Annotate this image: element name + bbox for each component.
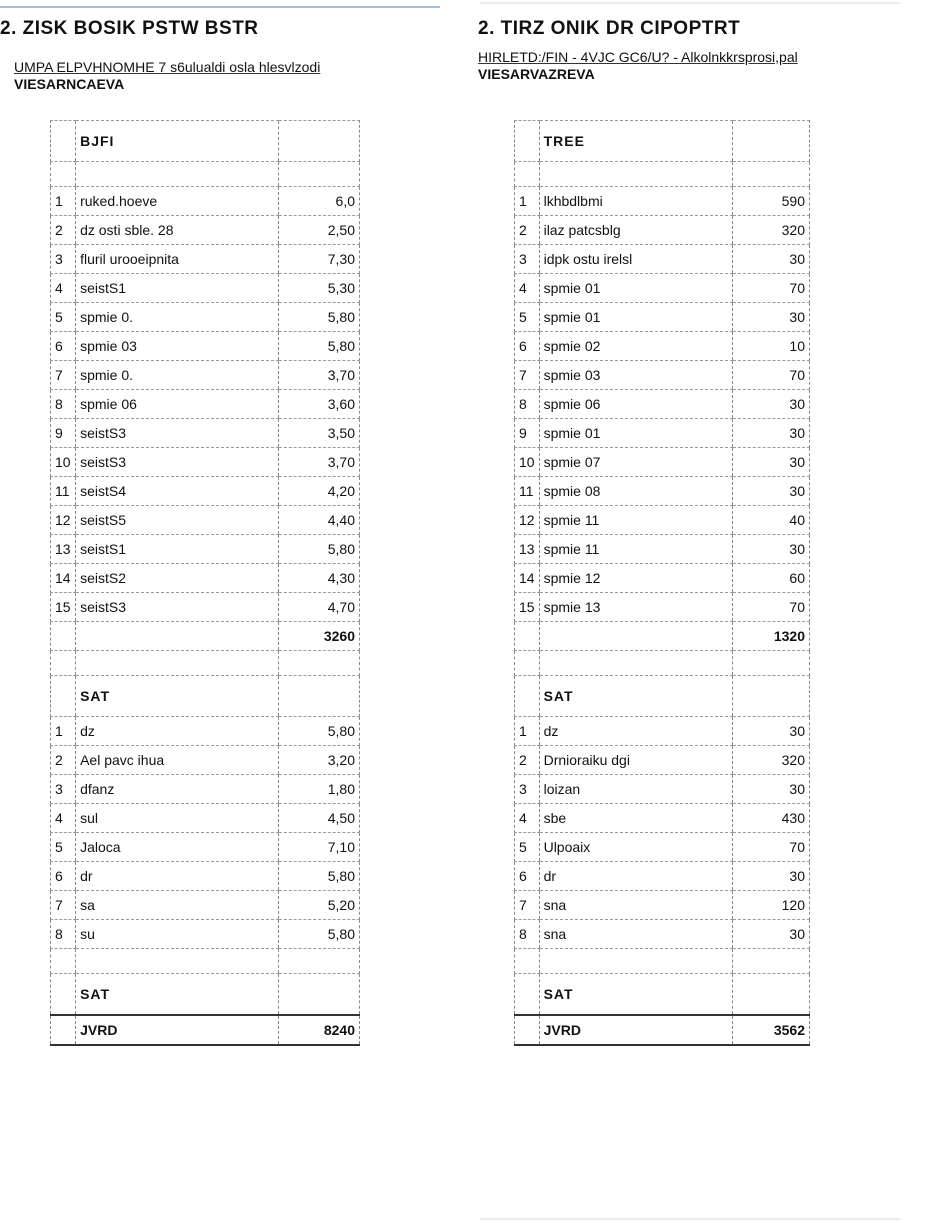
row-number: 12: [51, 506, 76, 535]
table-row: [515, 775, 810, 804]
grand-total-row: [51, 1015, 360, 1045]
row-value: 5,80: [279, 332, 360, 361]
row-number: 7: [51, 891, 76, 920]
row-name: Ulpoaix: [539, 833, 733, 862]
row-value: [279, 974, 360, 1016]
table-row: [515, 419, 810, 448]
row-value: [733, 949, 810, 974]
row-number: 4: [515, 274, 540, 303]
row-name: spmie 02: [539, 332, 733, 361]
row-number: 5: [515, 833, 540, 862]
row-number: 14: [51, 564, 76, 593]
row-number: [51, 1015, 76, 1045]
row-number: 15: [51, 593, 76, 622]
row-number: 14: [515, 564, 540, 593]
row-value: [279, 651, 360, 676]
row-value: 7,10: [279, 833, 360, 862]
row-name: spmie 01: [539, 419, 733, 448]
row-value: 30: [733, 862, 810, 891]
row-number: 4: [51, 274, 76, 303]
row-name: [539, 622, 733, 651]
row-number: 6: [51, 862, 76, 891]
row-value: 70: [733, 833, 810, 862]
row-name: fluril urooeipnita: [76, 245, 279, 274]
row-name: dz: [76, 717, 279, 746]
row-number: 7: [51, 361, 76, 390]
row-number: [51, 622, 76, 651]
table-row: [51, 303, 360, 332]
row-name: spmie 08: [539, 477, 733, 506]
row-value: [279, 162, 360, 187]
row-name: Ael pavc ihua: [76, 746, 279, 775]
table-row: [51, 804, 360, 833]
row-name: [539, 162, 733, 187]
row-number: 6: [515, 862, 540, 891]
row-number: [51, 949, 76, 974]
row-number: 4: [515, 804, 540, 833]
row-value: 5,30: [279, 274, 360, 303]
row-name: [539, 651, 733, 676]
group-header-row: [51, 121, 360, 162]
row-name: seistS4: [76, 477, 279, 506]
table-row: [51, 833, 360, 862]
row-value: [279, 676, 360, 717]
grand-total-row: [515, 1015, 810, 1045]
row-number: 3: [51, 775, 76, 804]
table-row: [515, 448, 810, 477]
row-name: spmie 03: [539, 361, 733, 390]
table-row: [515, 361, 810, 390]
table-row: [51, 477, 360, 506]
row-number: 1: [51, 187, 76, 216]
table-row: [515, 746, 810, 775]
row-value: 4,70: [279, 593, 360, 622]
row-name: loizan: [539, 775, 733, 804]
group-header: SAT: [76, 974, 279, 1016]
grand-total-label: JVRD: [539, 1015, 733, 1045]
row-number: [515, 651, 540, 676]
row-value: [733, 162, 810, 187]
row-name: [76, 162, 279, 187]
row-number: [51, 121, 76, 162]
table-row: [51, 187, 360, 216]
row-name: dr: [539, 862, 733, 891]
row-name: spmie 11: [539, 535, 733, 564]
right-title: 2. TIRZ ONIK DR CIPOPTRT: [478, 18, 741, 39]
top-rule: [0, 6, 440, 8]
table-row: [51, 361, 360, 390]
table-row: [51, 891, 360, 920]
table-row: [515, 390, 810, 419]
row-number: 5: [51, 833, 76, 862]
row-name: sul: [76, 804, 279, 833]
subtotal-value: 3260: [279, 622, 360, 651]
group-header: BJFI: [76, 121, 279, 162]
spacer-row: [515, 949, 810, 974]
row-name: seistS3: [76, 419, 279, 448]
row-number: [515, 949, 540, 974]
row-number: 10: [51, 448, 76, 477]
row-value: 30: [733, 448, 810, 477]
row-name: dz osti sble. 28: [76, 216, 279, 245]
row-name: Jaloca: [76, 833, 279, 862]
row-name: [76, 949, 279, 974]
row-name: spmie 06: [76, 390, 279, 419]
row-value: 2,50: [279, 216, 360, 245]
row-number: 2: [51, 746, 76, 775]
left-sheet: [0, 18, 440, 1038]
row-number: 2: [51, 216, 76, 245]
row-number: 5: [515, 303, 540, 332]
spacer-row: [515, 651, 810, 676]
bottom-rule: [480, 1218, 900, 1220]
row-number: 6: [51, 332, 76, 361]
group-header-row: [51, 974, 360, 1016]
row-value: 4,50: [279, 804, 360, 833]
row-value: 320: [733, 216, 810, 245]
table-row: [51, 390, 360, 419]
row-value: 30: [733, 390, 810, 419]
row-name: spmie 07: [539, 448, 733, 477]
row-value: 70: [733, 361, 810, 390]
row-name: seistS2: [76, 564, 279, 593]
row-name: [76, 622, 279, 651]
row-name: spmie 01: [539, 274, 733, 303]
row-number: 11: [51, 477, 76, 506]
row-value: [733, 651, 810, 676]
grand-total-value: 3562: [733, 1015, 810, 1045]
table-row: [515, 216, 810, 245]
table-row: [515, 717, 810, 746]
group-header: TREE: [539, 121, 733, 162]
table-row: [51, 419, 360, 448]
table-row: [515, 187, 810, 216]
row-name: spmie 01: [539, 303, 733, 332]
table-row: [515, 506, 810, 535]
row-name: sa: [76, 891, 279, 920]
row-value: 5,80: [279, 535, 360, 564]
row-value: [279, 121, 360, 162]
row-number: [515, 1015, 540, 1045]
row-value: 3,60: [279, 390, 360, 419]
row-number: 2: [515, 746, 540, 775]
row-number: [515, 121, 540, 162]
row-value: 6,0: [279, 187, 360, 216]
row-name: [539, 949, 733, 974]
table-row: [515, 303, 810, 332]
table-row: [51, 746, 360, 775]
group-header-row: [515, 974, 810, 1016]
row-value: 1,80: [279, 775, 360, 804]
spacer-row: [51, 162, 360, 187]
row-value: 70: [733, 274, 810, 303]
table-row: [51, 564, 360, 593]
row-name: seistS3: [76, 448, 279, 477]
row-name: su: [76, 920, 279, 949]
table-row: [515, 564, 810, 593]
table-row: [51, 274, 360, 303]
table-row: [51, 862, 360, 891]
row-name: seistS5: [76, 506, 279, 535]
row-number: 8: [515, 920, 540, 949]
row-number: 7: [515, 361, 540, 390]
row-name: spmie 12: [539, 564, 733, 593]
row-value: 30: [733, 303, 810, 332]
row-value: 3,50: [279, 419, 360, 448]
row-name: seistS3: [76, 593, 279, 622]
row-number: 4: [51, 804, 76, 833]
row-name: spmie 0.: [76, 361, 279, 390]
row-number: 13: [515, 535, 540, 564]
spacer-row: [51, 949, 360, 974]
row-value: 430: [733, 804, 810, 833]
row-number: [51, 676, 76, 717]
row-value: 30: [733, 477, 810, 506]
row-number: 10: [515, 448, 540, 477]
row-value: 60: [733, 564, 810, 593]
row-number: 1: [515, 717, 540, 746]
row-value: 10: [733, 332, 810, 361]
row-number: 3: [51, 245, 76, 274]
row-name: spmie 06: [539, 390, 733, 419]
row-number: 11: [515, 477, 540, 506]
row-value: 30: [733, 535, 810, 564]
row-value: [733, 974, 810, 1016]
table-row: [51, 332, 360, 361]
row-number: 1: [515, 187, 540, 216]
row-value: 40: [733, 506, 810, 535]
table-row: [515, 920, 810, 949]
table-row: [515, 862, 810, 891]
row-number: 5: [51, 303, 76, 332]
row-number: 8: [51, 920, 76, 949]
row-number: [51, 974, 76, 1016]
row-value: 5,20: [279, 891, 360, 920]
spacer-row: [51, 651, 360, 676]
subtotal-value: 1320: [733, 622, 810, 651]
row-number: 9: [515, 419, 540, 448]
table-row: [51, 920, 360, 949]
group-header: SAT: [539, 974, 733, 1016]
row-value: 70: [733, 593, 810, 622]
row-number: [515, 162, 540, 187]
row-number: 7: [515, 891, 540, 920]
table-row: [515, 332, 810, 361]
row-value: 4,20: [279, 477, 360, 506]
table-row: [51, 593, 360, 622]
table-row: [515, 477, 810, 506]
row-value: [733, 676, 810, 717]
group-header-row: [515, 676, 810, 717]
row-number: [515, 676, 540, 717]
row-value: 30: [733, 419, 810, 448]
row-number: 15: [515, 593, 540, 622]
row-name: sbe: [539, 804, 733, 833]
right-subtitle: HIRLETD:/FIN - 4VJC GC6/U? - Alkolnkkrsprosi,pal: [478, 49, 798, 65]
row-value: 5,80: [279, 303, 360, 332]
table-row: [515, 535, 810, 564]
row-value: 3,70: [279, 361, 360, 390]
table-row: [51, 245, 360, 274]
row-name: lkhbdlbmi: [539, 187, 733, 216]
row-name: idpk ostu irelsl: [539, 245, 733, 274]
group-header-row: [51, 676, 360, 717]
row-value: 5,80: [279, 862, 360, 891]
top-rule-right: [480, 2, 900, 4]
group-header: SAT: [539, 676, 733, 717]
row-value: 5,80: [279, 717, 360, 746]
right-table: [514, 120, 810, 1046]
row-number: [515, 622, 540, 651]
left-title: 2. ZISK BOSIK PSTW BSTR: [0, 18, 259, 39]
table-row: [515, 891, 810, 920]
row-number: [51, 162, 76, 187]
table-row: [51, 448, 360, 477]
subtotal-row: [515, 622, 810, 651]
grand-total-value: 8240: [279, 1015, 360, 1045]
row-value: 30: [733, 920, 810, 949]
row-name: dz: [539, 717, 733, 746]
right-section-label: VIESARVAZREVA: [478, 66, 595, 82]
row-name: seistS1: [76, 274, 279, 303]
table-row: [515, 245, 810, 274]
row-value: 7,30: [279, 245, 360, 274]
row-value: 120: [733, 891, 810, 920]
row-value: 320: [733, 746, 810, 775]
row-number: 8: [515, 390, 540, 419]
row-number: 13: [51, 535, 76, 564]
row-number: 6: [515, 332, 540, 361]
row-name: ilaz patcsblg: [539, 216, 733, 245]
table-row: [515, 593, 810, 622]
table-row: [51, 535, 360, 564]
subtotal-row: [51, 622, 360, 651]
row-value: [279, 949, 360, 974]
right-sheet: [478, 18, 898, 1038]
row-value: 4,40: [279, 506, 360, 535]
table-row: [51, 216, 360, 245]
row-name: dfanz: [76, 775, 279, 804]
table-row: [515, 804, 810, 833]
group-header-row: [515, 121, 810, 162]
row-number: 3: [515, 245, 540, 274]
spacer-row: [515, 162, 810, 187]
row-value: [733, 121, 810, 162]
row-number: [51, 651, 76, 676]
row-number: 3: [515, 775, 540, 804]
row-name: [76, 651, 279, 676]
row-number: 2: [515, 216, 540, 245]
row-name: spmie 0.: [76, 303, 279, 332]
row-number: 9: [51, 419, 76, 448]
row-value: 590: [733, 187, 810, 216]
row-name: sna: [539, 920, 733, 949]
row-name: spmie 11: [539, 506, 733, 535]
row-value: 30: [733, 717, 810, 746]
row-number: [515, 974, 540, 1016]
table-row: [51, 506, 360, 535]
table-row: [51, 717, 360, 746]
row-value: 4,30: [279, 564, 360, 593]
row-name: spmie 03: [76, 332, 279, 361]
left-section-label: VIESARNCAEVA: [14, 76, 125, 92]
row-number: 1: [51, 717, 76, 746]
table-row: [515, 274, 810, 303]
group-header: SAT: [76, 676, 279, 717]
row-value: 3,70: [279, 448, 360, 477]
row-name: dr: [76, 862, 279, 891]
table-row: [51, 775, 360, 804]
row-value: 5,80: [279, 920, 360, 949]
table-row: [515, 833, 810, 862]
row-number: 12: [515, 506, 540, 535]
row-name: ruked.hoeve: [76, 187, 279, 216]
row-name: seistS1: [76, 535, 279, 564]
row-value: 30: [733, 775, 810, 804]
row-value: 30: [733, 245, 810, 274]
grand-total-label: JVRD: [76, 1015, 279, 1045]
left-subtitle: UMPA ELPVHNOMHE 7 s6ulualdi osla hlesvlzodi: [14, 59, 321, 75]
row-number: 8: [51, 390, 76, 419]
row-name: spmie 13: [539, 593, 733, 622]
row-value: 3,20: [279, 746, 360, 775]
row-name: Drnioraiku dgi: [539, 746, 733, 775]
left-table: [50, 120, 360, 1046]
row-name: sna: [539, 891, 733, 920]
